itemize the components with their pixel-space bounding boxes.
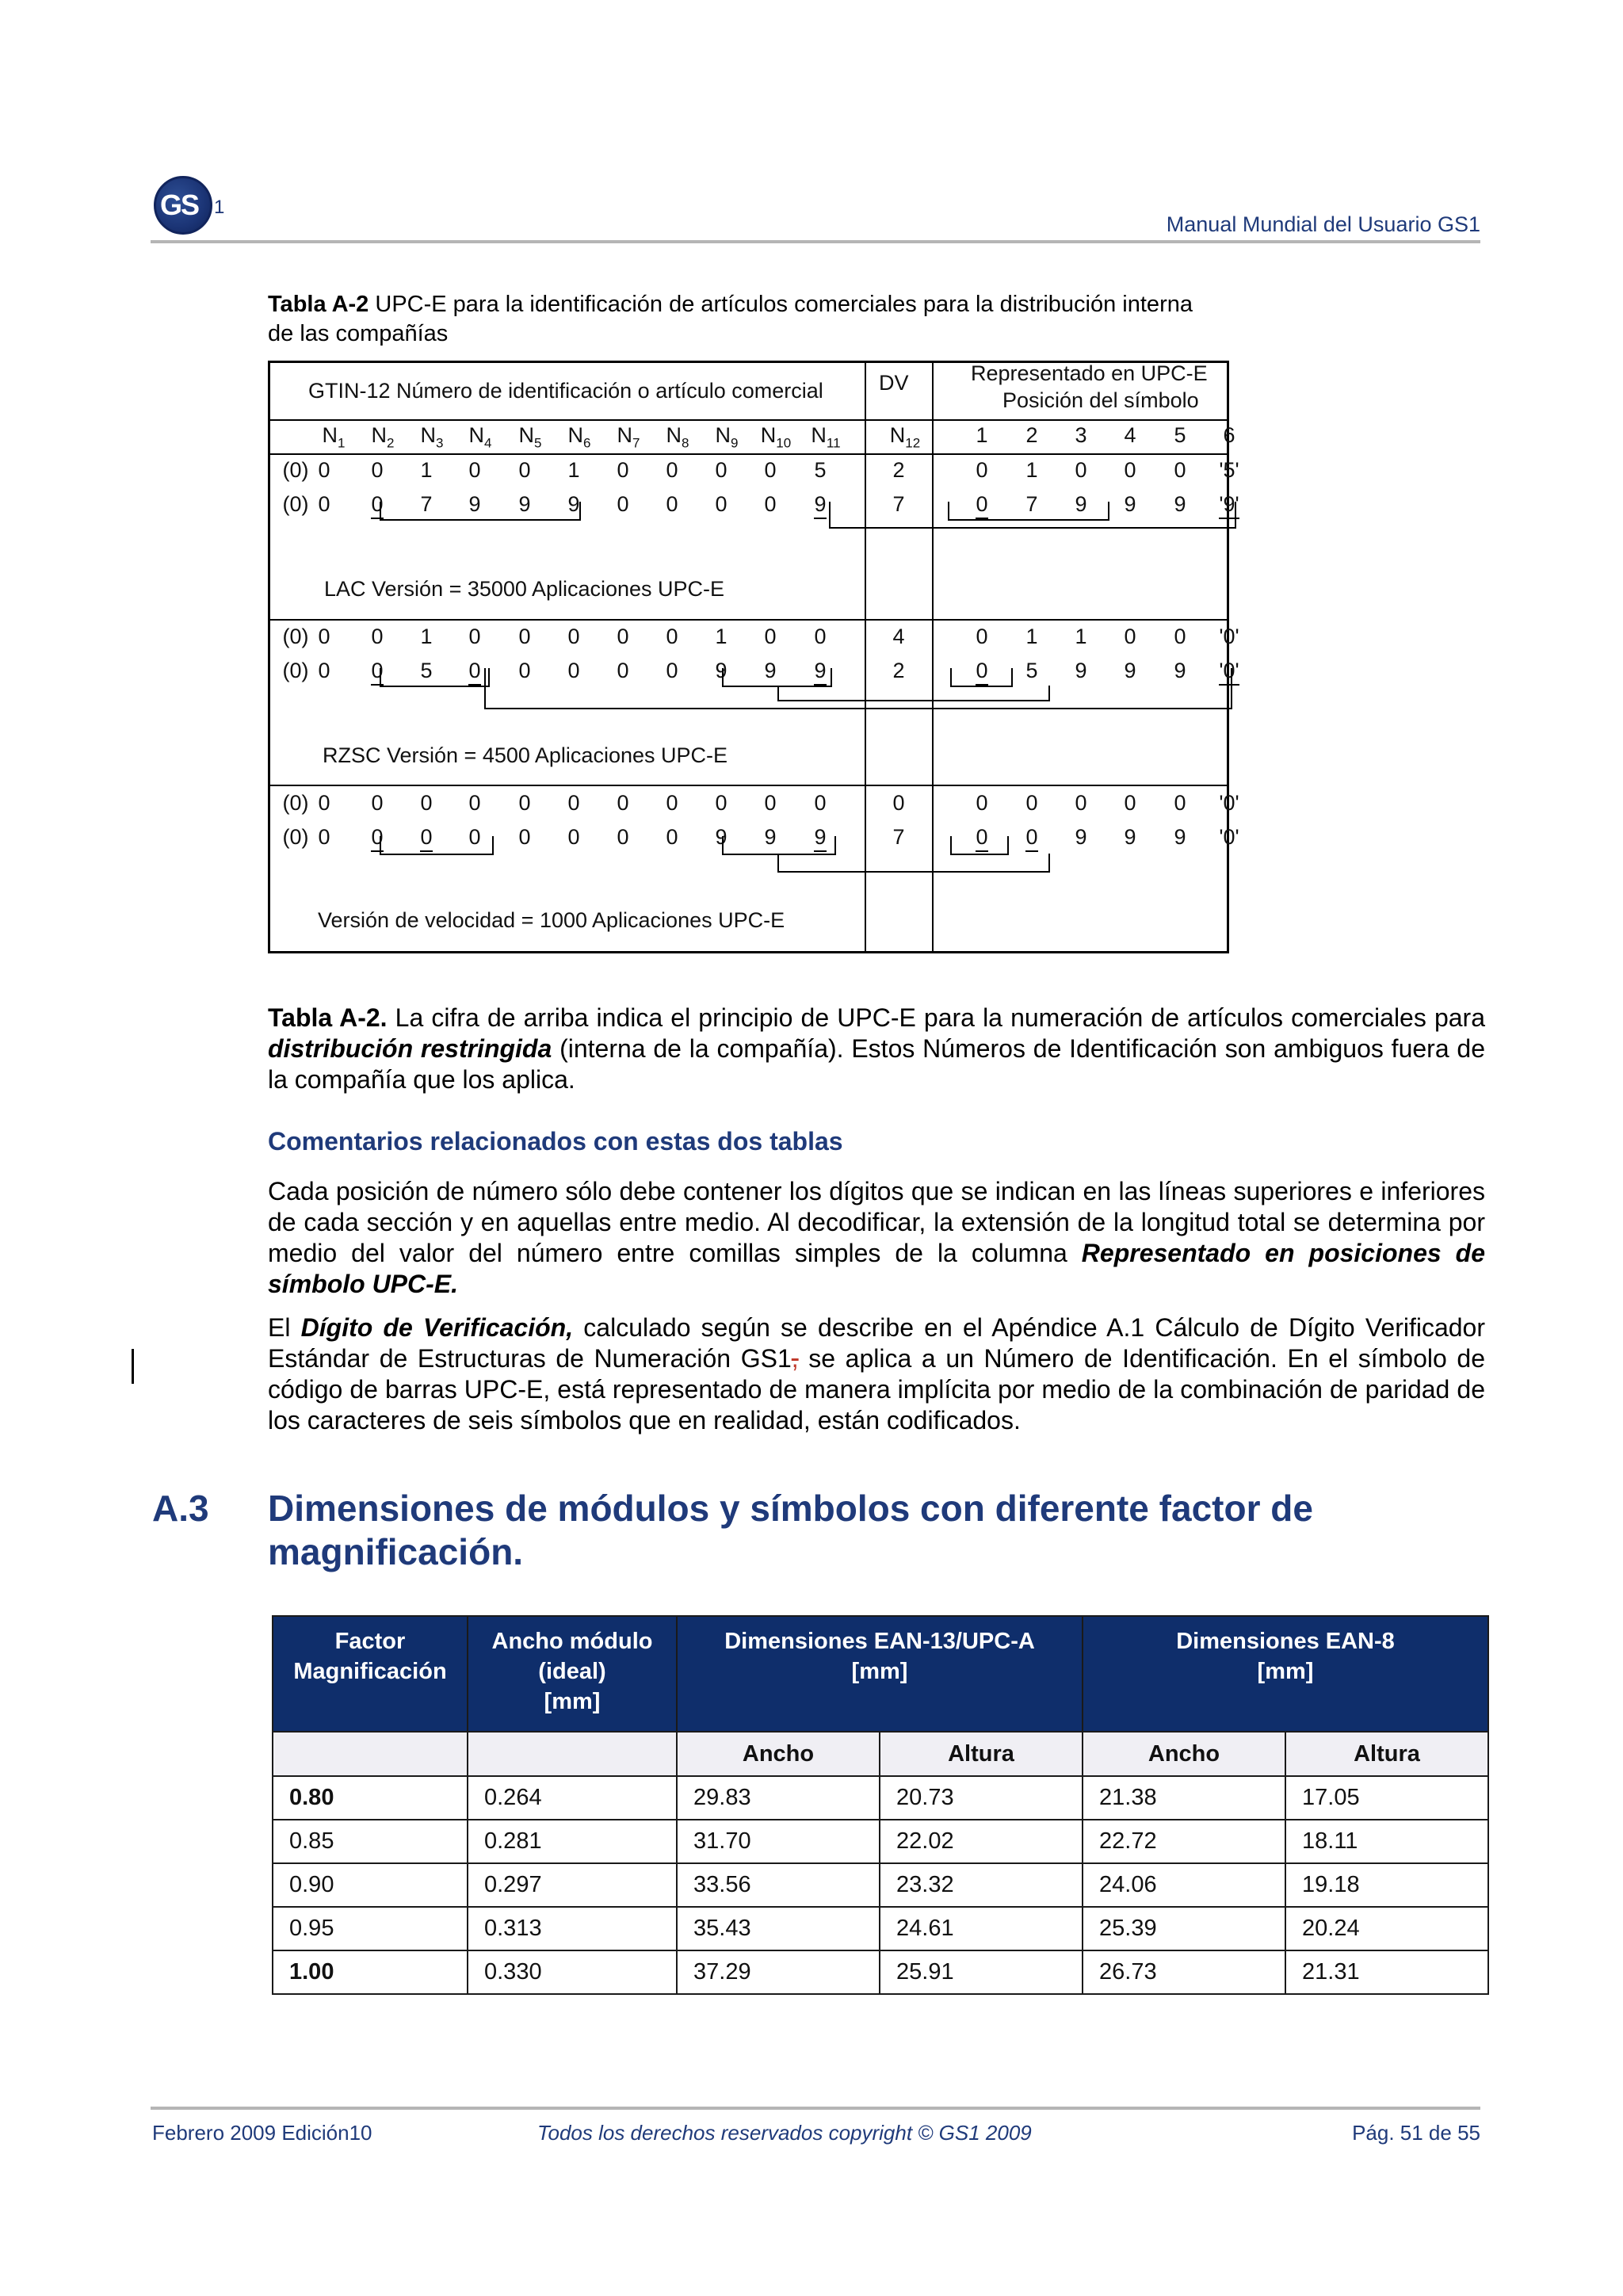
- s3-r1-pos1: 0: [976, 791, 988, 815]
- s2-r2-n10: 9: [764, 659, 777, 682]
- s3-r2-n9: 9: [715, 825, 727, 849]
- table-cell-m: 0.297: [468, 1863, 677, 1907]
- s1-r2-n6: 9: [567, 492, 580, 516]
- table-row: [273, 1950, 1488, 1994]
- bracket-s2-a: [380, 668, 490, 687]
- table-cell-h2: 17.05: [1285, 1776, 1488, 1820]
- s2-r1-pos6: '0': [1219, 625, 1239, 648]
- magnification-table-header: [273, 1616, 1488, 1732]
- table-a2-head-rule: [270, 419, 1227, 421]
- n-header-2: $N_2$: [371, 423, 395, 451]
- table-a2-head-dv: DV: [879, 371, 909, 395]
- table-cell-h1: 25.91: [880, 1950, 1083, 1994]
- s1-r2-n5: 9: [518, 492, 531, 516]
- section-3-label: Versión de velocidad = 1000 Aplicaciones UPC-E: [318, 908, 785, 932]
- subheader-ancho-ean8: Ancho: [1083, 1732, 1285, 1776]
- table-a2: [268, 361, 1239, 953]
- s1-r2-prefix: (0): [282, 492, 309, 516]
- table-cell-f: 0.95: [273, 1907, 468, 1950]
- table-cell-a2: 22.72: [1083, 1820, 1285, 1863]
- s1-r1-n1: 0: [318, 458, 330, 482]
- logo-one-text: 1: [214, 197, 225, 218]
- table-a2-subhead-rule: [270, 453, 1227, 455]
- table-cell-h2: 20.24: [1285, 1907, 1488, 1950]
- n-header-8: $N_8$: [666, 423, 689, 451]
- position-header-1: 1: [976, 423, 988, 447]
- n-header-5: $N_5$: [518, 423, 542, 451]
- table-a2-caption-text: UPC-E para la identificación de artículos comerciales para la distribución interna de las compañías: [268, 292, 1193, 346]
- s2-r2-n4: 0: [457, 659, 492, 683]
- s3-r2-n8: 0: [666, 825, 678, 849]
- table-cell-a1: 33.56: [677, 1863, 880, 1907]
- s3-r2-n4: 0: [468, 825, 481, 849]
- table-a2-section-rule-1: [270, 619, 1227, 621]
- paragraph-check-text-3: se aplica a un Número de Identificación. En el símbolo de código de barras UPC-E, está representado de manera implícita por medio de la combinación de paridad de los caracteres de seis símbolos que en realidad, están codificados.: [268, 1344, 1486, 1435]
- subheader-empty-1: [273, 1732, 468, 1776]
- s3-r1-pos6: '0': [1219, 791, 1239, 815]
- s2-r2-n6: 0: [567, 659, 580, 682]
- table-cell-m: 0.281: [468, 1820, 677, 1863]
- n-header-9: $N_9$: [715, 423, 739, 451]
- s2-r1-n10: 0: [764, 625, 777, 648]
- s3-r2-pos2: 0: [1012, 825, 1052, 850]
- s3-r1-n4: 0: [468, 791, 481, 815]
- paragraph-check-text-2: calculado según se describe en el Apéndice A.1 Cálculo de Dígito Verificador Estándar de Estructuras de Numeración GS1: [268, 1313, 1486, 1373]
- subheader-altura-ean8: Altura: [1285, 1732, 1488, 1776]
- table-a2-caption-bold: Tabla A-2: [268, 292, 369, 317]
- section-1-label: LAC Versión = 35000 Aplicaciones UPC-E: [324, 577, 725, 601]
- s2-r2-n2: 0: [360, 659, 395, 683]
- header-ean8: Dimensiones EAN-8 [mm]: [1083, 1616, 1488, 1732]
- s1-r1-pos5: 0: [1174, 458, 1186, 482]
- s2-r2-pos5: 9: [1174, 659, 1186, 682]
- s1-r1-pos6: '5': [1219, 458, 1239, 482]
- header-title: Manual Mundial del Usuario GS1: [1166, 212, 1480, 236]
- s3-r1-dv: 0: [892, 791, 905, 815]
- s2-r1-n4: 0: [468, 625, 481, 648]
- s3-r1-n1: 0: [318, 791, 330, 815]
- s3-r2-pos1: 0: [962, 825, 1002, 850]
- s2-r2-pos2: 5: [1025, 659, 1038, 682]
- s1-r2-pos5: 9: [1174, 492, 1186, 516]
- s1-r1-pos4: 0: [1124, 458, 1136, 482]
- struck-comma: ,: [791, 1344, 799, 1373]
- s2-r1-n5: 0: [518, 625, 531, 648]
- s3-r2-n3: 0: [409, 825, 444, 850]
- paragraph-text-2: (interna de la compañía). Estos Números de Identificación son ambiguos fuera de la compañía que los aplica.: [268, 1034, 1486, 1094]
- s1-r2-n11: 9: [803, 492, 838, 517]
- s2-r1-prefix: (0): [282, 625, 309, 648]
- bracket-s2-d: [950, 668, 1013, 687]
- s1-r2-n9: 0: [715, 492, 727, 516]
- s3-r1-pos2: 0: [1025, 791, 1038, 815]
- table-cell-h1: 22.02: [880, 1820, 1083, 1863]
- n-header-6: $N_6$: [567, 423, 591, 451]
- s1-r2-n3: 7: [420, 492, 433, 516]
- bracket-s3-a: [380, 836, 494, 855]
- s2-r2-n7: 0: [617, 659, 629, 682]
- table-row: [273, 1776, 1488, 1820]
- paragraph-comments: [268, 1176, 1485, 1300]
- table-cell-f: 0.90: [273, 1863, 468, 1907]
- table-cell-h2: 21.31: [1285, 1950, 1488, 1994]
- table-cell-m: 0.264: [468, 1776, 677, 1820]
- footer-copyright: Todos los derechos reservados copyright © GS1 2009: [537, 2121, 1032, 2145]
- table-row: [273, 1907, 1488, 1950]
- table-cell-a1: 35.43: [677, 1907, 880, 1950]
- s1-r2-n1: 0: [318, 492, 330, 516]
- gs1-logo: [151, 176, 225, 236]
- footer-rule: [151, 2107, 1480, 2110]
- table-a2-section-rule-2: [270, 785, 1227, 786]
- table-a2-head-rep-1: Representado en UPC-E: [971, 361, 1208, 385]
- paragraph-text-1: La cifra de arriba indica el principio de UPC-E para la numeración de artículos comerciales para: [387, 1003, 1486, 1032]
- paragraph-check-text-1: El: [268, 1313, 301, 1342]
- s3-r1-n8: 0: [666, 791, 678, 815]
- s3-r1-n3: 0: [420, 791, 433, 815]
- s1-r2-n4: 9: [468, 492, 481, 516]
- s3-r2-n5: 0: [518, 825, 531, 849]
- s2-r2-n3: 5: [420, 659, 433, 682]
- s2-r1-pos1: 0: [976, 625, 988, 648]
- subheading-comments: Comentarios relacionados con estas dos tablas: [268, 1127, 843, 1156]
- s1-r1-prefix: (0): [282, 458, 309, 482]
- s3-r2-n2: 0: [360, 825, 395, 850]
- s3-r1-pos3: 0: [1075, 791, 1087, 815]
- s3-r1-pos5: 0: [1174, 791, 1186, 815]
- subheader-ancho-ean13: Ancho: [677, 1732, 880, 1776]
- position-header-6: 6: [1223, 423, 1235, 447]
- position-header-2: 2: [1025, 423, 1038, 447]
- table-cell-h1: 24.61: [880, 1907, 1083, 1950]
- header-ean13: Dimensiones EAN-13/UPC-A [mm]: [677, 1616, 1083, 1732]
- s3-r1-n11: 0: [814, 791, 827, 815]
- paragraph-table-a2: [268, 1003, 1485, 1095]
- s2-r2-pos3: 9: [1075, 659, 1087, 682]
- s2-r1-n3: 1: [420, 625, 433, 648]
- s2-r2-dv: 2: [892, 659, 905, 682]
- s2-r1-pos4: 0: [1124, 625, 1136, 648]
- s2-r1-pos3: 1: [1075, 625, 1087, 648]
- table-cell-f: 0.85: [273, 1820, 468, 1863]
- s1-r1-n11: 5: [814, 458, 827, 482]
- s1-r1-pos1: 0: [976, 458, 988, 482]
- table-cell-a1: 31.70: [677, 1820, 880, 1863]
- s1-r1-n6: 1: [567, 458, 580, 482]
- s1-r2-n8: 0: [666, 492, 678, 516]
- paragraph-comments-text: Cada posición de número sólo debe contener los dígitos que se indican en las líneas superiores e inferiores de cada sección y en aquellas entre medio. Al decodificar, la extensión de la longitud total se determina por medio del valor del número entre comillas simples de la columna: [268, 1177, 1485, 1267]
- s2-r1-n2: 0: [371, 625, 384, 648]
- s3-r1-n10: 0: [764, 791, 777, 815]
- section-2-label: RZSC Versión = 4500 Aplicaciones UPC-E: [323, 743, 727, 767]
- s3-r1-prefix: (0): [282, 791, 309, 815]
- s2-r2-pos1: 0: [962, 659, 1002, 683]
- table-cell-m: 0.330: [468, 1950, 677, 1994]
- bracket-s1-a: [380, 502, 581, 521]
- footer-date: Febrero 2009 Edición10: [152, 2121, 372, 2145]
- s1-r1-dv: 2: [892, 458, 905, 482]
- s3-r2-pos6: '0': [1219, 825, 1239, 849]
- s1-r1-n8: 0: [666, 458, 678, 482]
- s3-r2-dv: 7: [892, 825, 905, 849]
- table-cell-h2: 18.11: [1285, 1820, 1488, 1863]
- s3-r2-n1: 0: [318, 825, 330, 849]
- table-row: [273, 1820, 1488, 1863]
- section-number: A.3: [152, 1488, 209, 1529]
- table-a2-head-rep-2: Posición del símbolo: [1002, 388, 1199, 412]
- section-title: Dimensiones de módulos y símbolos con diferente factor de magnificación.: [268, 1488, 1313, 1572]
- s1-r2-pos6: '9': [1209, 492, 1249, 517]
- s2-r1-pos2: 1: [1025, 625, 1038, 648]
- s3-r2-pos4: 9: [1124, 825, 1136, 849]
- n-header-11: $N_{11}$: [811, 423, 841, 451]
- s1-r1-pos2: 1: [1025, 458, 1038, 482]
- s2-r2-n9: 9: [715, 659, 727, 682]
- s2-r2-prefix: (0): [282, 659, 309, 682]
- n-header-7: $N_7$: [617, 423, 640, 451]
- s2-r2-pos6: '0': [1209, 659, 1249, 683]
- paragraph-check-bold-italic: Dígito de Verificación,: [300, 1313, 574, 1342]
- table-cell-a2: 25.39: [1083, 1907, 1285, 1950]
- bracket-s2-e: [777, 686, 1050, 701]
- table-cell-a2: 24.06: [1083, 1863, 1285, 1907]
- s1-r2-pos4: 9: [1124, 492, 1136, 516]
- footer-page-number: Pág. 51 de 55: [1352, 2121, 1480, 2145]
- header-module-width: Ancho módulo (ideal) [mm]: [468, 1616, 677, 1732]
- s3-r2-pos3: 9: [1075, 825, 1087, 849]
- s1-r2-n7: 0: [617, 492, 629, 516]
- paragraph-comments-bold-italic: Representado en posiciones de símbolo UPC-E.: [268, 1239, 1486, 1298]
- s2-r1-n8: 0: [666, 625, 678, 648]
- s2-r2-pos4: 9: [1124, 659, 1136, 682]
- s2-r1-n7: 0: [617, 625, 629, 648]
- n-header-10: $N_{10}$: [760, 423, 792, 451]
- s1-r1-n3: 1: [420, 458, 433, 482]
- s3-r2-n10: 9: [764, 825, 777, 849]
- table-cell-a1: 29.83: [677, 1776, 880, 1820]
- s1-r1-pos3: 0: [1075, 458, 1087, 482]
- bracket-s1-c: [948, 502, 1109, 521]
- s1-r2-pos1: 0: [962, 492, 1002, 517]
- table-cell-h1: 20.73: [880, 1776, 1083, 1820]
- n-header-4: $N_4$: [468, 423, 492, 451]
- s3-r1-pos4: 0: [1124, 791, 1136, 815]
- s1-r1-n4: 0: [468, 458, 481, 482]
- subheader-altura-ean13: Altura: [880, 1732, 1083, 1776]
- table-cell-h1: 23.32: [880, 1863, 1083, 1907]
- s3-r1-n5: 0: [518, 791, 531, 815]
- s1-r1-n2: 0: [371, 458, 384, 482]
- header-factor: Factor Magnificación: [273, 1616, 468, 1732]
- s2-r1-n11: 0: [814, 625, 827, 648]
- table-cell-f: 0.80: [273, 1776, 468, 1820]
- s1-r2-n2: 0: [360, 492, 395, 517]
- s2-r2-n1: 0: [318, 659, 330, 682]
- s2-r1-pos5: 0: [1174, 625, 1186, 648]
- paragraph-lead-bold: Tabla A-2.: [268, 1003, 388, 1032]
- s2-r1-n6: 0: [567, 625, 580, 648]
- s2-r2-n11: 9: [803, 659, 838, 683]
- position-header-3: 3: [1075, 423, 1087, 447]
- s2-r1-n9: 1: [715, 625, 727, 648]
- position-header-4: 4: [1124, 423, 1136, 447]
- n-header-12: $N_{12}$: [889, 423, 921, 451]
- table-cell-a2: 21.38: [1083, 1776, 1285, 1820]
- revision-bar: [132, 1349, 134, 1384]
- s3-r2-pos5: 9: [1174, 825, 1186, 849]
- n-header-3: $N_3$: [420, 423, 444, 451]
- n-header-1: $N_1$: [322, 423, 346, 451]
- s1-r1-n10: 0: [764, 458, 777, 482]
- s1-r1-n9: 0: [715, 458, 727, 482]
- table-cell-h2: 19.18: [1285, 1863, 1488, 1907]
- bracket-s3-d: [777, 854, 1050, 873]
- bracket-s3-b: [722, 836, 836, 855]
- table-cell-a1: 37.29: [677, 1950, 880, 1994]
- s1-r1-n7: 0: [617, 458, 629, 482]
- table-row: [273, 1863, 1488, 1907]
- s3-r2-n11: 9: [803, 825, 838, 850]
- table-cell-m: 0.313: [468, 1907, 677, 1950]
- s1-r2-pos2: 7: [1025, 492, 1038, 516]
- s1-r1-n5: 0: [518, 458, 531, 482]
- s2-r1-dv: 4: [892, 625, 905, 648]
- paragraph-check-digit: [268, 1312, 1485, 1436]
- s3-r2-n6: 0: [567, 825, 580, 849]
- table-cell-f: 1.00: [273, 1950, 468, 1994]
- logo-gs-text: GS: [160, 189, 199, 221]
- s1-r2-pos3: 9: [1075, 492, 1087, 516]
- s2-r2-n8: 0: [666, 659, 678, 682]
- s3-r1-n9: 0: [715, 791, 727, 815]
- bracket-s2-c: [722, 668, 832, 687]
- s3-r2-n7: 0: [617, 825, 629, 849]
- s2-r2-n5: 0: [518, 659, 531, 682]
- magnification-table-subheader: [273, 1732, 1488, 1776]
- magnification-table: [272, 1615, 1489, 1995]
- s3-r1-n6: 0: [567, 791, 580, 815]
- s3-r1-n7: 0: [617, 791, 629, 815]
- s2-r1-n1: 0: [318, 625, 330, 648]
- s1-r2-n10: 0: [764, 492, 777, 516]
- bracket-s3-c: [950, 836, 1009, 855]
- table-cell-a2: 26.73: [1083, 1950, 1285, 1994]
- table-a2-head-gtin: GTIN-12 Número de identificación o artículo comercial: [308, 379, 823, 403]
- s3-r1-n2: 0: [371, 791, 384, 815]
- table-a2-caption: [268, 290, 1219, 349]
- header-rule: [151, 240, 1480, 243]
- paragraph-bold-italic: distribución restringida: [268, 1034, 552, 1063]
- subheader-empty-2: [468, 1732, 677, 1776]
- s1-r2-dv: 7: [892, 492, 905, 516]
- s3-r2-prefix: (0): [282, 825, 309, 849]
- position-header-5: 5: [1174, 423, 1186, 447]
